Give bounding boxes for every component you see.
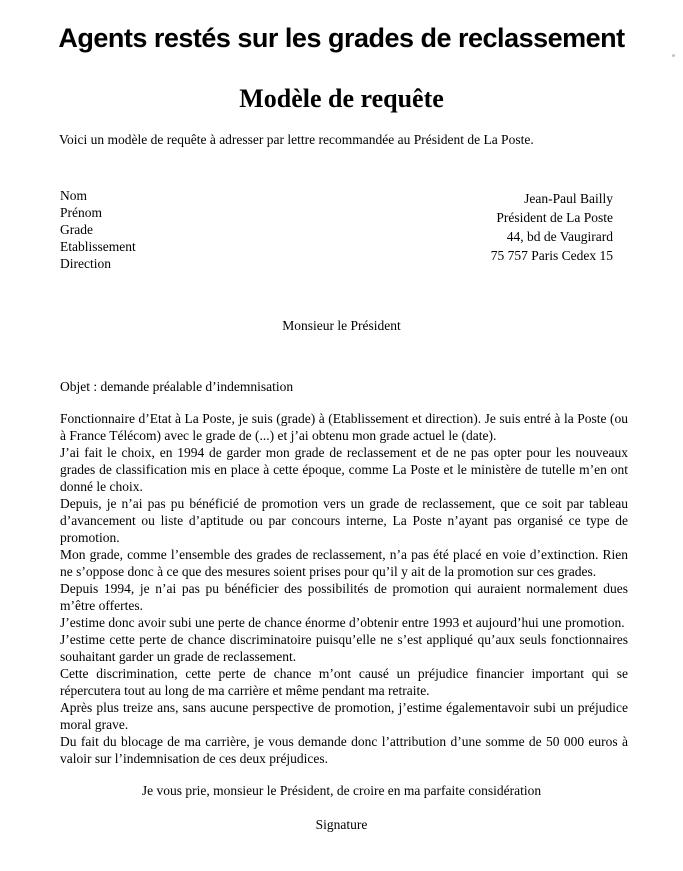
signature-label: Signature xyxy=(315,817,368,832)
body-paragraph-4: Mon grade, comme l’ensemble des grades de reclassement, n’a pas été placé en voie d’extinction. Rien ne s’oppose donc à ce que des mesures soient prises pour qu’il y ait de la promotion sur ces grades. xyxy=(60,547,628,579)
sender-field-prenom: Prénom xyxy=(60,205,102,220)
body-paragraph-5: Depuis 1994, je n’ai pas pu bénéficier des possibilités de promotion qui auraient normalement dues m’être offertes. xyxy=(60,581,628,613)
letter-heading: Modèle de requête xyxy=(239,84,444,113)
recipient-address-block xyxy=(491,189,613,265)
closing-line: Je vous prie, monsieur le Président, de croire en ma parfaite considération xyxy=(141,783,542,798)
recipient-name: Jean-Paul Bailly xyxy=(524,191,613,206)
body-paragraph-1: Fonctionnaire d’Etat à La Poste, je suis (grade) à (Etablissement et direction). Je suis entré à la Poste (ou à France Télécom) avec le grade de (...) et j’ai obtenu mon grade actuel le (date). xyxy=(60,411,628,443)
recipient-title: Président de La Poste xyxy=(496,210,613,225)
sender-field-nom: Nom xyxy=(60,188,87,203)
body-paragraph-2: J’ai fait le choix, en 1994 de garder mon grade de reclassement et de ne pas opter pour les nouveaux grades de classification mis en place à cette époque, comme La Poste et le ministère de tutelle m’en ont donné le choix. xyxy=(60,445,628,494)
letter-body xyxy=(60,410,628,767)
sender-fields-block xyxy=(60,187,136,272)
body-paragraph-7: J’estime cette perte de chance discriminatoire puisqu’elle ne s’est appliqué qu’aux seuls fonctionnaires souhaitant garder un grade de reclassement. xyxy=(60,632,628,664)
sender-field-direction: Direction xyxy=(60,256,111,271)
body-paragraph-9: Après plus treize ans, sans aucune perspective de promotion, j’estime égalementavoir subi un préjudice moral grave. xyxy=(60,700,628,732)
body-paragraph-8: Cette discrimination, cette perte de chance m’ont causé un préjudice financier important qui se répercutera tout au long de ma carrière et même pendant ma retraite. xyxy=(60,666,628,698)
body-paragraph-10: Du fait du blocage de ma carrière, je vous demande donc l’attribution d’une somme de 50 000 euros à valoir sur l’indemnisation de ces deux préjudices. xyxy=(60,734,628,766)
body-paragraph-3: Depuis, je n’ai pas pu bénéficié de promotion vers un grade de reclassement, que ce soit par tableau d’avancement ou liste d’aptitude ou par concours interne, La Poste n’ayant pas organisé ce type de promotion. xyxy=(60,496,628,545)
recipient-city: 75 757 Paris Cedex 15 xyxy=(490,248,613,263)
page-title: Agents restés sur les grades de reclassement xyxy=(58,23,625,53)
intro-text: Voici un modèle de requête à adresser par lettre recommandée au Président de La Poste. xyxy=(59,132,534,147)
stray-dot-artifact xyxy=(672,54,675,57)
sender-field-grade: Grade xyxy=(60,222,93,237)
sender-field-etablissement: Etablissement xyxy=(60,239,136,254)
subject-line: Objet : demande préalable d’indemnisation xyxy=(60,379,294,394)
body-paragraph-6: J’estime donc avoir subi une perte de chance énorme d’obtenir entre 1993 et aujourd’hui une promotion. xyxy=(60,615,625,630)
salutation: Monsieur le Président xyxy=(282,318,401,333)
recipient-street: 44, bd de Vaugirard xyxy=(506,229,613,244)
